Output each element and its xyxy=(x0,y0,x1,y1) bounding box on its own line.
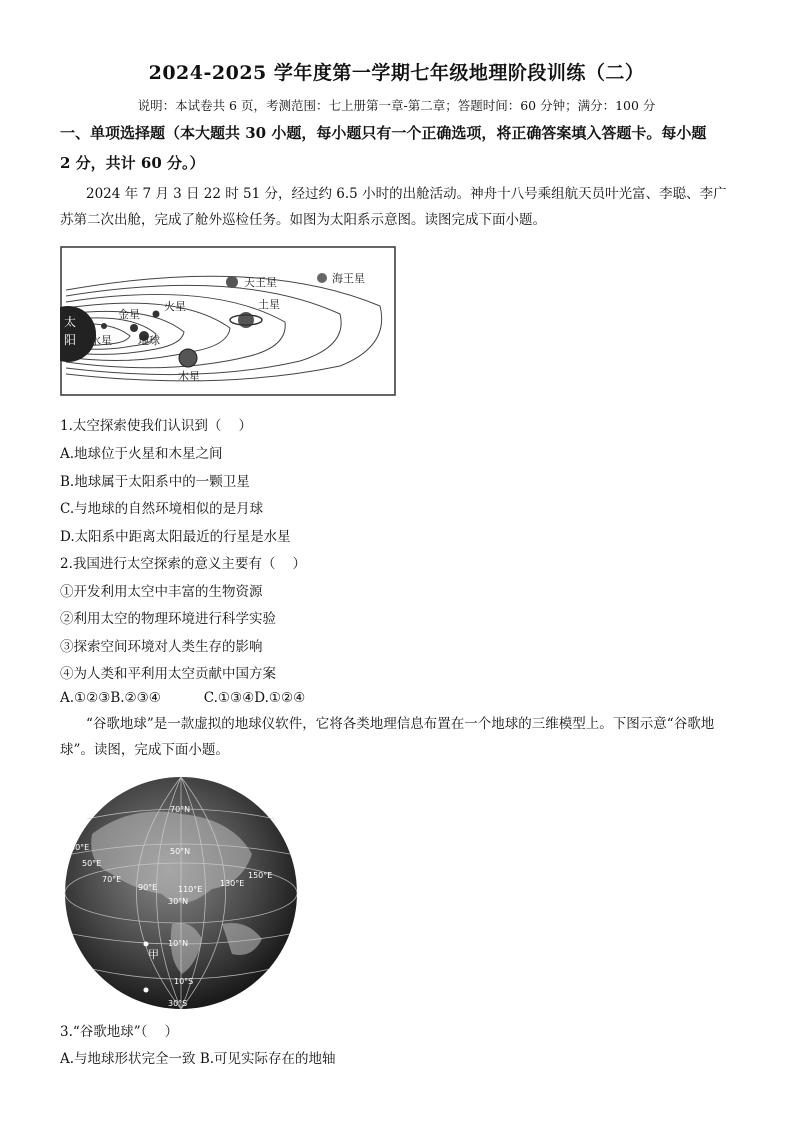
question-1-option-b: B.地球属于太阳系中的一颗卫星 xyxy=(60,474,250,490)
question-2-item-4: ④为人类和平利用太空贡献中国方案 xyxy=(60,666,276,682)
globe-label-50n: 50°N xyxy=(170,847,191,856)
venus-planet xyxy=(130,324,138,332)
section-heading-line1: 一、单项选择题（本大题共 30 小题，每小题只有一个正确选项，将正确答案填入答题卡。每小题 xyxy=(60,124,707,142)
material-2-text: “谷歌地球”是一款虚拟的地球仪软件，它将各类地理信息布置在一个地球的三维模型上。下图示意“谷歌地球”。读图，完成下面小题。 xyxy=(60,716,715,758)
uranus-planet xyxy=(226,276,238,288)
earth-label: 地球 xyxy=(138,334,160,347)
saturn-label: 土星 xyxy=(258,298,280,311)
question-1-stem: 1.太空探索使我们认识到（ ） xyxy=(60,418,253,434)
question-3-options-ab: A.与地球形状完全一致 B.可见实际存在的地轴 xyxy=(60,1051,336,1067)
point-jia-marker xyxy=(144,942,149,947)
sun-label-1: 太 xyxy=(63,315,77,329)
mars-label: 火星 xyxy=(164,300,186,313)
globe-label-70e: 70°E xyxy=(102,875,122,884)
solar-system-figure xyxy=(60,246,396,396)
globe-label-30s: 30°S xyxy=(168,999,188,1008)
jupiter-label: 木星 xyxy=(178,370,200,383)
globe-label-150e: 150°E xyxy=(248,871,273,880)
question-1-option-c: C.与地球的自然环境相似的是月球 xyxy=(60,501,264,517)
exam-instructions: 说明：本试卷共 6 页，考测范围：七上册第一章-第二章；答题时间：60 分钟；满分：100 分 xyxy=(137,98,656,113)
question-2-item-2: ②利用太空的物理环境进行科学实验 xyxy=(60,611,276,627)
question-3-stem: 3.“谷歌地球”（ ） xyxy=(60,1024,179,1040)
jupiter-planet xyxy=(179,349,197,367)
globe-label-130e: 130°E xyxy=(220,879,245,888)
question-1-option-d: D.太阳系中距离太阳最近的行星是水星 xyxy=(60,529,291,545)
neptune-label: 海王星 xyxy=(332,272,365,285)
mercury-label: 水星 xyxy=(90,334,112,347)
globe-label-10n: 10°N xyxy=(168,939,189,948)
mercury-planet xyxy=(101,323,107,329)
google-earth-globe-figure xyxy=(62,774,300,1012)
question-1-option-a: A.地球位于火星和木星之间 xyxy=(60,446,223,462)
globe-label-jia: 甲 xyxy=(148,948,159,961)
exam-title: 2024-2025 学年度第一学期七年级地理阶段训练（二） xyxy=(148,62,645,84)
globe-label-30e: 30°E xyxy=(70,843,90,852)
venus-label: 金星 xyxy=(118,308,140,321)
globe-label-70n: 70°N xyxy=(170,805,191,814)
globe-label-10s: 10°S xyxy=(174,977,194,986)
question-2-stem: 2.我国进行太空探索的意义主要有（ ） xyxy=(60,556,307,572)
question-2-options: A.①②③B.②③④ C.①③④D.①②④ xyxy=(60,690,306,706)
mars-planet xyxy=(153,311,160,318)
sun-label-2: 阳 xyxy=(63,333,77,347)
globe-point-marker xyxy=(144,988,149,993)
globe-label-50e: 50°E xyxy=(82,859,102,868)
question-2-item-1: ①开发利用太空中丰富的生物资源 xyxy=(60,584,263,600)
globe-label-30n: 30°N xyxy=(168,897,189,906)
globe-label-90e: 90°E xyxy=(138,883,158,892)
globe-label-110e: 110°E xyxy=(178,885,203,894)
question-2-item-3: ③探索空间环境对人类生存的影响 xyxy=(60,639,263,655)
material-1-text: 2024 年 7 月 3 日 22 时 51 分，经过约 6.5 小时的出舱活动。神舟十八号乘组航天员叶光富、李聪、李广苏第二次出舱，完成了舱外巡检任务。如图为太阳系示意图。读图完成下面小题。 xyxy=(60,186,727,228)
uranus-label: 天王星 xyxy=(244,276,277,289)
section-heading-line2: 2 分，共计 60 分。） xyxy=(60,154,205,172)
neptune-planet xyxy=(317,273,327,283)
